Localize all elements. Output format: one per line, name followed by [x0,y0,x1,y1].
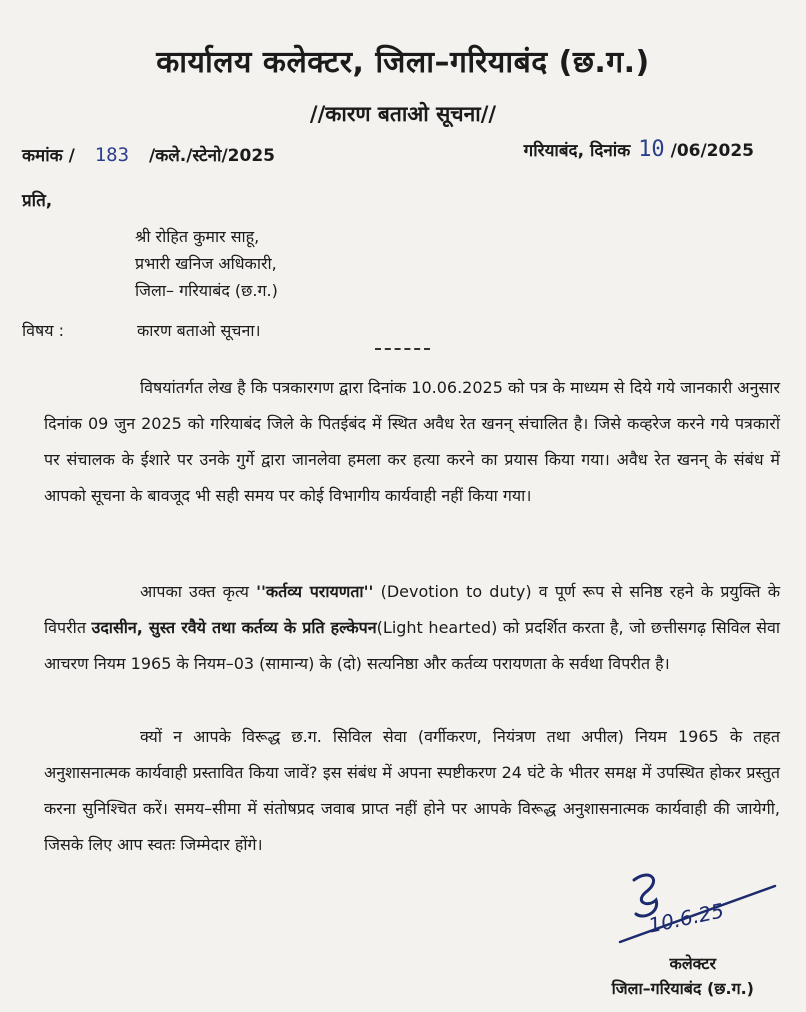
to-label: प्रति, [22,191,53,211]
reference-number [22,143,275,166]
signatory-role: कलेक्टर [669,954,716,973]
paragraph-2-text [44,574,780,682]
body-paragraph-2 [44,574,780,682]
subject-divider [375,348,430,350]
body-paragraph-3 [44,719,780,863]
office-title: कार्यालय कलेक्टर, जिला–गरियाबंद (छ.ग.) [156,45,650,80]
p2-part-c: (Devotion to duty) व पूर्ण रूप से सनिष्ठ रहने के प्रयुक्ति के विपरीत [44,582,781,637]
date-rest: /06/2025 [670,141,754,161]
body-paragraph-1 [44,370,780,514]
handwritten-date: 10.6.25 [646,898,727,938]
p2-part-a: आपका उक्त कृत्य [140,582,249,601]
place-date-line [524,137,754,162]
paragraph-3-text: क्यों न आपके विरूद्ध छ.ग. सिविल सेवा (वर्गीकरण, नियंत्रण तथा अपील) नियम 1965 के तहत अनुशासनात्मक कार्यवाही प्रस्तावित किया जावें? इस संबंध में अपना स्पष्टीकरण 24 घंटे के भीतर समक्ष में उपस्थित होकर प्रस्तुत करना सुनिश्चित करें। समय–सीमा में संतोषप्रद जवाब प्राप्त नहीं होने पर आपके विरूद्ध अनुशासनात्मक कार्यवाही की जायेगी, जिसके लिए आप स्वतः जिम्मेदार होंगे। [44,727,780,854]
p2-part-e: (Light hearted) को प्रदर्शित करता है, जो छत्तीसगढ़ सिविल सेवा आचरण नियम 1965 के नियम–03 (सामान्य) के (दो) सत्यनिष्ठा और कर्तव्य परायणता के सर्वथा विपरीत है। [44,618,780,673]
reference-prefix: कमांक / [22,146,75,166]
place-date-prefix: गरियाबंद, दिनांक [523,141,631,161]
subject-label: विषय : [22,321,65,340]
subject-text: कारण बताओ सूचना। [137,321,261,340]
p2-negligence-phrase: उदासीन, सुस्त रवैये तथा कर्तव्य के प्रति हल्केपन [91,618,377,637]
handwritten-day: 10 [638,137,665,162]
recipient-district: जिला– गरियाबंद (छ.ग.) [135,281,278,300]
signatory-district: जिला–गरियाबंद (छ.ग.) [611,979,754,998]
recipient-designation: प्रभारी खनिज अधिकारी, [135,254,277,273]
p2-devotion-phrase: ''कर्तव्य परायणता'' [256,582,374,601]
paragraph-1-text: विषयांतर्गत लेख है कि पत्रकारगण द्वारा दिनांक 10.06.2025 को पत्र के माध्यम से दिये गये जानकारी अनुसार दिनांक 09 जुन 2025 को गरियाबंद जिले के पितईबंद में स्थित अवैध रेत खनन् संचालित है। जिसे कव्हरेज करने गये पत्रकारों पर संचालक के ईशारे पर उनके गुर्गे द्वारा जानलेवा हमला कर हत्या करने का प्रयास किया गया। अवैध रेत खनन् के संबंध में आपको सूचना के बावजूद भी सही समय पर कोई विभागीय कार्यवाही नहीं किया गया। [44,378,780,505]
recipient-name: श्री रोहित कुमार साहू, [135,227,260,246]
reference-handwritten-number: 183 [94,144,130,166]
notice-heading: //कारण बताओ सूचना// [309,102,497,126]
handwritten-signature [600,862,790,957]
reference-suffix: /कले./स्टेनो/2025 [148,146,275,166]
